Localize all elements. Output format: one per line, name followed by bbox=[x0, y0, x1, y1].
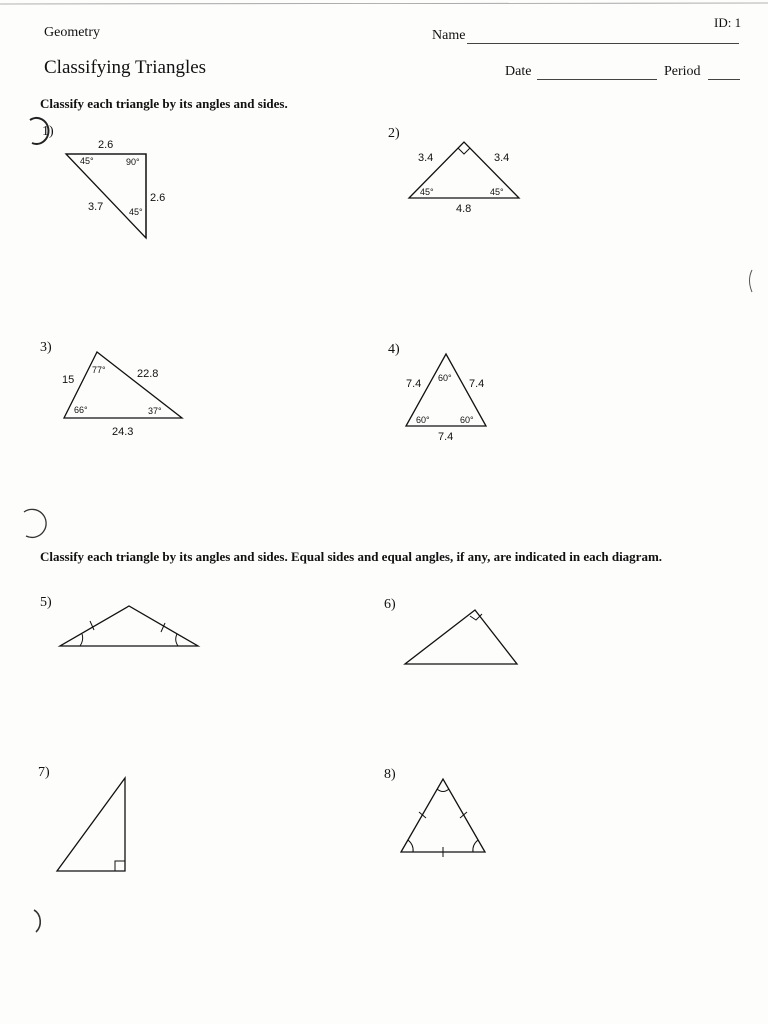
date-label: Date bbox=[505, 64, 532, 79]
side-label: 4.8 bbox=[456, 203, 472, 215]
problem-1-number: 1) bbox=[42, 124, 54, 139]
hole-punch-mark-2 bbox=[24, 509, 46, 537]
name-label: Name bbox=[432, 28, 466, 43]
angle-label: 45° bbox=[420, 187, 434, 197]
triangle-7 bbox=[57, 778, 125, 871]
side-label: 22.8 bbox=[137, 368, 159, 380]
side-label: 2.6 bbox=[150, 192, 166, 204]
hole-punch-mark-1 bbox=[30, 118, 48, 144]
triangle-3 bbox=[62, 352, 182, 438]
side-label: 15 bbox=[62, 374, 75, 386]
period-label: Period bbox=[664, 64, 701, 79]
section-1-instruction: Classify each triangle by its angles and sides. bbox=[40, 96, 288, 111]
problem-8-number: 8) bbox=[384, 767, 396, 782]
side-label: 7.4 bbox=[406, 378, 422, 390]
angle-label: 60° bbox=[460, 415, 474, 425]
problem-3-number: 3) bbox=[40, 340, 52, 355]
side-label: 7.4 bbox=[469, 378, 485, 390]
problem-2-number: 2) bbox=[388, 126, 400, 141]
angle-label: 90° bbox=[126, 157, 140, 167]
triangle-1 bbox=[66, 139, 165, 238]
subject-label: Geometry bbox=[44, 25, 100, 40]
problem-4-number: 4) bbox=[388, 342, 400, 357]
problem-5-number: 5) bbox=[40, 595, 52, 610]
triangle-6 bbox=[405, 610, 517, 664]
side-label: 24.3 bbox=[112, 426, 134, 438]
triangle-5 bbox=[60, 606, 198, 646]
angle-label: 37° bbox=[148, 406, 162, 416]
edge-mark bbox=[750, 270, 753, 292]
triangle-8 bbox=[401, 779, 485, 857]
scan-edge-line bbox=[0, 3, 768, 4]
angle-label: 60° bbox=[416, 415, 430, 425]
hole-punch-mark-3 bbox=[34, 910, 40, 932]
problem-6-number: 6) bbox=[384, 597, 396, 612]
angle-label: 77° bbox=[92, 365, 106, 375]
triangle-2 bbox=[409, 142, 519, 215]
angle-label: 60° bbox=[438, 373, 452, 383]
side-label: 3.4 bbox=[418, 152, 434, 164]
triangle-4 bbox=[406, 354, 486, 443]
angle-label: 45° bbox=[80, 156, 94, 166]
side-label: 7.4 bbox=[438, 431, 454, 443]
page-title: Classifying Triangles bbox=[44, 57, 207, 78]
angle-label: 45° bbox=[490, 187, 504, 197]
problem-7-number: 7) bbox=[38, 765, 50, 780]
id-label: ID: 1 bbox=[714, 15, 742, 30]
angle-label: 66° bbox=[74, 405, 88, 415]
side-label: 3.7 bbox=[88, 201, 104, 213]
side-label: 2.6 bbox=[98, 139, 114, 151]
section-2-instruction: Classify each triangle by its angles and sides. Equal sides and equal angles, if any, are indicated in each diagram. bbox=[40, 549, 663, 564]
angle-label: 45° bbox=[129, 207, 143, 217]
side-label: 3.4 bbox=[494, 152, 510, 164]
